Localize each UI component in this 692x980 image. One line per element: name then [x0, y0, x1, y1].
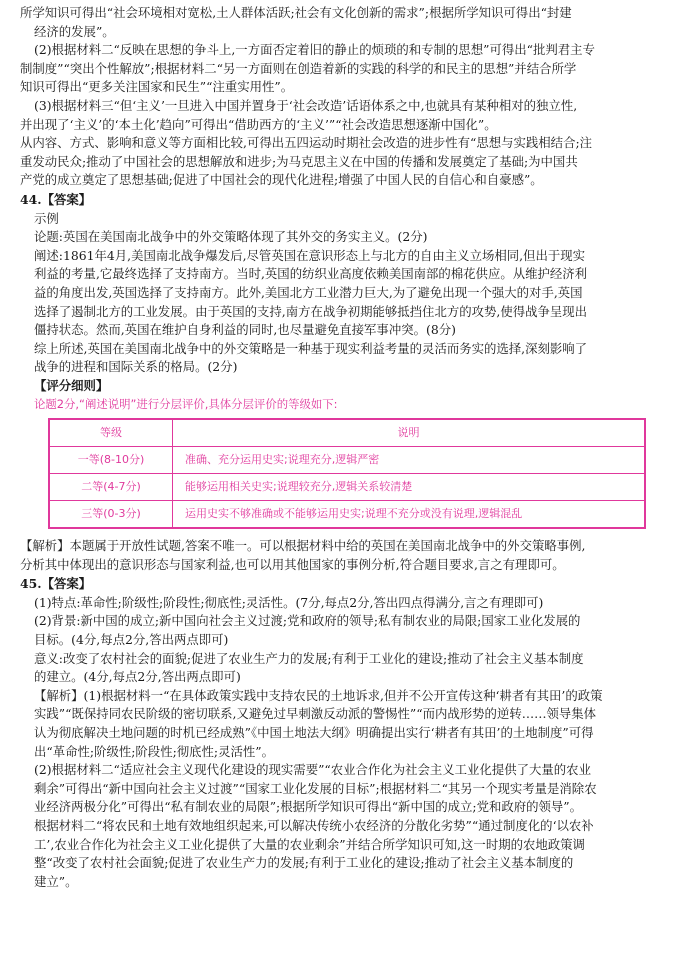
q45-analysis: 实践”“既保持同农民阶级的密切联系,又避免过早刺激反动派的警惕性”“而内战形势的逆转……领导集体 [34, 706, 597, 722]
q45-significance: 的建立。(4分,每点2分,答出两点即可) [34, 669, 241, 685]
q44-elaboration: 僵持状态。然而,英国在维护自身利益的同时,也尽量避免直接军事冲突。(8分) [34, 322, 456, 338]
prev-answer-summary: 从内容、方式、影响和意义等方面相比较,可得出五四运动时期社会改造的进步性有“思想与实践相结合;注 [20, 135, 593, 151]
example-label: 示例 [34, 210, 59, 226]
prev-answer-line: 经济的发展”。 [34, 23, 115, 39]
prev-answer-line: 所学知识可得出“社会环境相对宽松,土人群体活跃;社会有文化创新的需求”;根据所学知识可得出“封建 [20, 5, 572, 20]
q44-analysis: 分析其中体现出的意识形态与国家利益,也可以用其他国家的事例分析,符合题目要求,言之有理即可。 [20, 556, 565, 572]
rubric-level: 二等(4-7分) [49, 474, 173, 501]
rubric-description: 运用史实不够准确或不能够运用史实;说理不充分或没有说理,逻辑混乱 [173, 501, 646, 529]
q44-thesis: 论题:英国在美国南北战争中的外交策略体现了其外交的务实主义。(2分) [34, 229, 428, 245]
prev-answer-line: 并出现了‘主义’的‘本土化’趋向”可得出“借助西方的‘主义’”“社会改造思想逐渐中国化”。 [20, 116, 497, 132]
q45-answer-2: (2)背景:新中国的成立;新中国向社会主义过渡;党和政府的领导;私有制农业的局限;国家工业化发展的 [34, 613, 581, 629]
rubric-level: 一等(8-10分) [49, 447, 173, 474]
rubric-description: 能够运用相关史实;说理较充分,逻辑关系较清楚 [173, 474, 646, 501]
prev-answer-line: 制制度”“突出个性解放”;根据材料二“另一方面则在创造着新的实践的科学的和民主的思想”并结合所学 [20, 60, 577, 76]
rubric-level: 三等(0-3分) [49, 501, 173, 529]
q45-analysis-2: 剩余”可得出“新中国向社会主义过渡”“国家工业化发展的目标”;根据材料二“其另一个现实考量是消除农 [34, 780, 597, 796]
rubric-heading: 【评分细则】 [34, 377, 109, 393]
q44-conclusion: 综上所述,英国在美国南北战争中的外交策略是一种基于现实利益考量的灵活而务实的选择,深刻影响了 [34, 340, 588, 356]
rubric-header-description: 说明 [173, 419, 646, 447]
rubric-row [49, 501, 645, 529]
q45-answer-2: 目标。(4分,每点2分,答出两点即可) [34, 632, 229, 648]
question-44-header: 44.【答案】 [20, 191, 92, 207]
q44-elaboration: 利益的考量,它最终选择了支持南方。当时,英国的纺织业高度依赖美国南部的棉花供应。从维护经济利 [34, 266, 588, 282]
prev-answer-line: 知识可得出“更多关注国家和民生”“注重实用性”。 [20, 79, 294, 95]
q44-elaboration: 选择了遏制北方的工业发展。由于英国的支持,南方在战争初期能够抵挡住北方的攻势,使得战争呈现出 [34, 303, 588, 319]
rubric-header-row [49, 419, 645, 447]
document-page [20, 4, 676, 891]
q45-significance: 意义:改变了农村社会的面貌;促进了农业生产力的发展;有利于工业化的建设;推动了社会主义基本制度 [34, 650, 584, 666]
q44-elaboration: 益的角度出发,英国选择了支持南方。此外,美国北方工业潜力巨大,为了避免出现一个强大的对手,英国 [34, 284, 583, 300]
q44-elaboration: 阐述:1861年4月,美国南北战争爆发后,尽管英国在意识形态上与北方的自由主义立场相同,但出于现实 [34, 247, 586, 263]
question-45-header: 45.【答案】 [20, 576, 92, 592]
rubric-intro: 论题2分,“阐述说明”进行分层评价,具体分层评价的等级如下: [34, 397, 338, 412]
q45-answer-1: (1)特点:革命性;阶级性;阶段性;彻底性;灵活性。(7分,每点2分,答出四点得满分,言之有理即可) [34, 594, 544, 610]
rubric-table [48, 418, 646, 529]
q45-analysis-3: 根据材料二“将农民和土地有效地组织起来,可以解决传统小农经济的分散化劣势”“通过制度化的‘以农补 [34, 817, 594, 833]
rubric-row [49, 474, 645, 501]
rubric-description: 准确、充分运用史实;说理充分,逻辑严密 [173, 447, 646, 474]
rubric-header-level: 等级 [49, 419, 173, 447]
q45-analysis-3: 整“改变了农村社会面貌;促进了农业生产力的发展;有利于工业化的建设;推动了社会主义基本制度的 [34, 855, 574, 871]
q44-conclusion: 战争的进程和国际关系的格局。(2分) [34, 359, 238, 375]
prev-answer-paragraph-3: (3)根据材料三“但‘主义’一旦进入中国并置身于‘社会改造’话语体系之中,也就具有某种相对的独立性, [34, 97, 578, 113]
q45-analysis: 认为彻底解决土地问题的时机已经成熟”《中国土地法大纲》明确提出实行‘耕者有其田’的土地制度”可得 [34, 725, 594, 740]
q44-analysis: 【解析】本题属于开放性试题,答案不唯一。可以根据材料中给的英国在美国南北战争中的外交策略事例, [20, 538, 586, 554]
rubric-row [49, 447, 645, 474]
prev-answer-line: 产党的成立奠定了思想基础;促进了中国社会的现代化进程;增强了中国人民的自信心和自豪感”。 [20, 172, 543, 188]
q45-analysis-2: 业经济两极分化”可得出“私有制农业的局限”;根据所学知识可得出“新中国的成立;党和政府的领导”。 [34, 799, 583, 815]
prev-answer-paragraph-2: (2)根据材料二“反映在思想的争斗上,一方面否定着旧的静止的烦琐的和专制的思想”可得出“批判君主专 [34, 42, 595, 58]
q45-analysis: 【解析】(1)根据材料一“在具体政策实践中支持农民的土地诉求,但并不公开宣传这种‘耕者有其田’的政策 [34, 687, 603, 703]
q45-analysis-2: (2)根据材料二“适应社会主义现代化建设的现实需要”“农业合作化为社会主义工业化提供了大量的农业 [34, 762, 591, 778]
q45-analysis-3: 建立”。 [34, 873, 78, 889]
q45-analysis: 出“革命性;阶级性;阶段性;彻底性;灵活性”。 [34, 743, 275, 759]
prev-answer-line: 重发动民众;推动了中国社会的思想解放和进步;为马克思主义在中国的传播和发展奠定了基础;为中国共 [20, 153, 578, 169]
q45-analysis-3: 工’,农业合作化为社会主义工业化提供了大量的农业剩余”并结合所学知识可知,这一时期的农地政策调 [34, 836, 585, 852]
